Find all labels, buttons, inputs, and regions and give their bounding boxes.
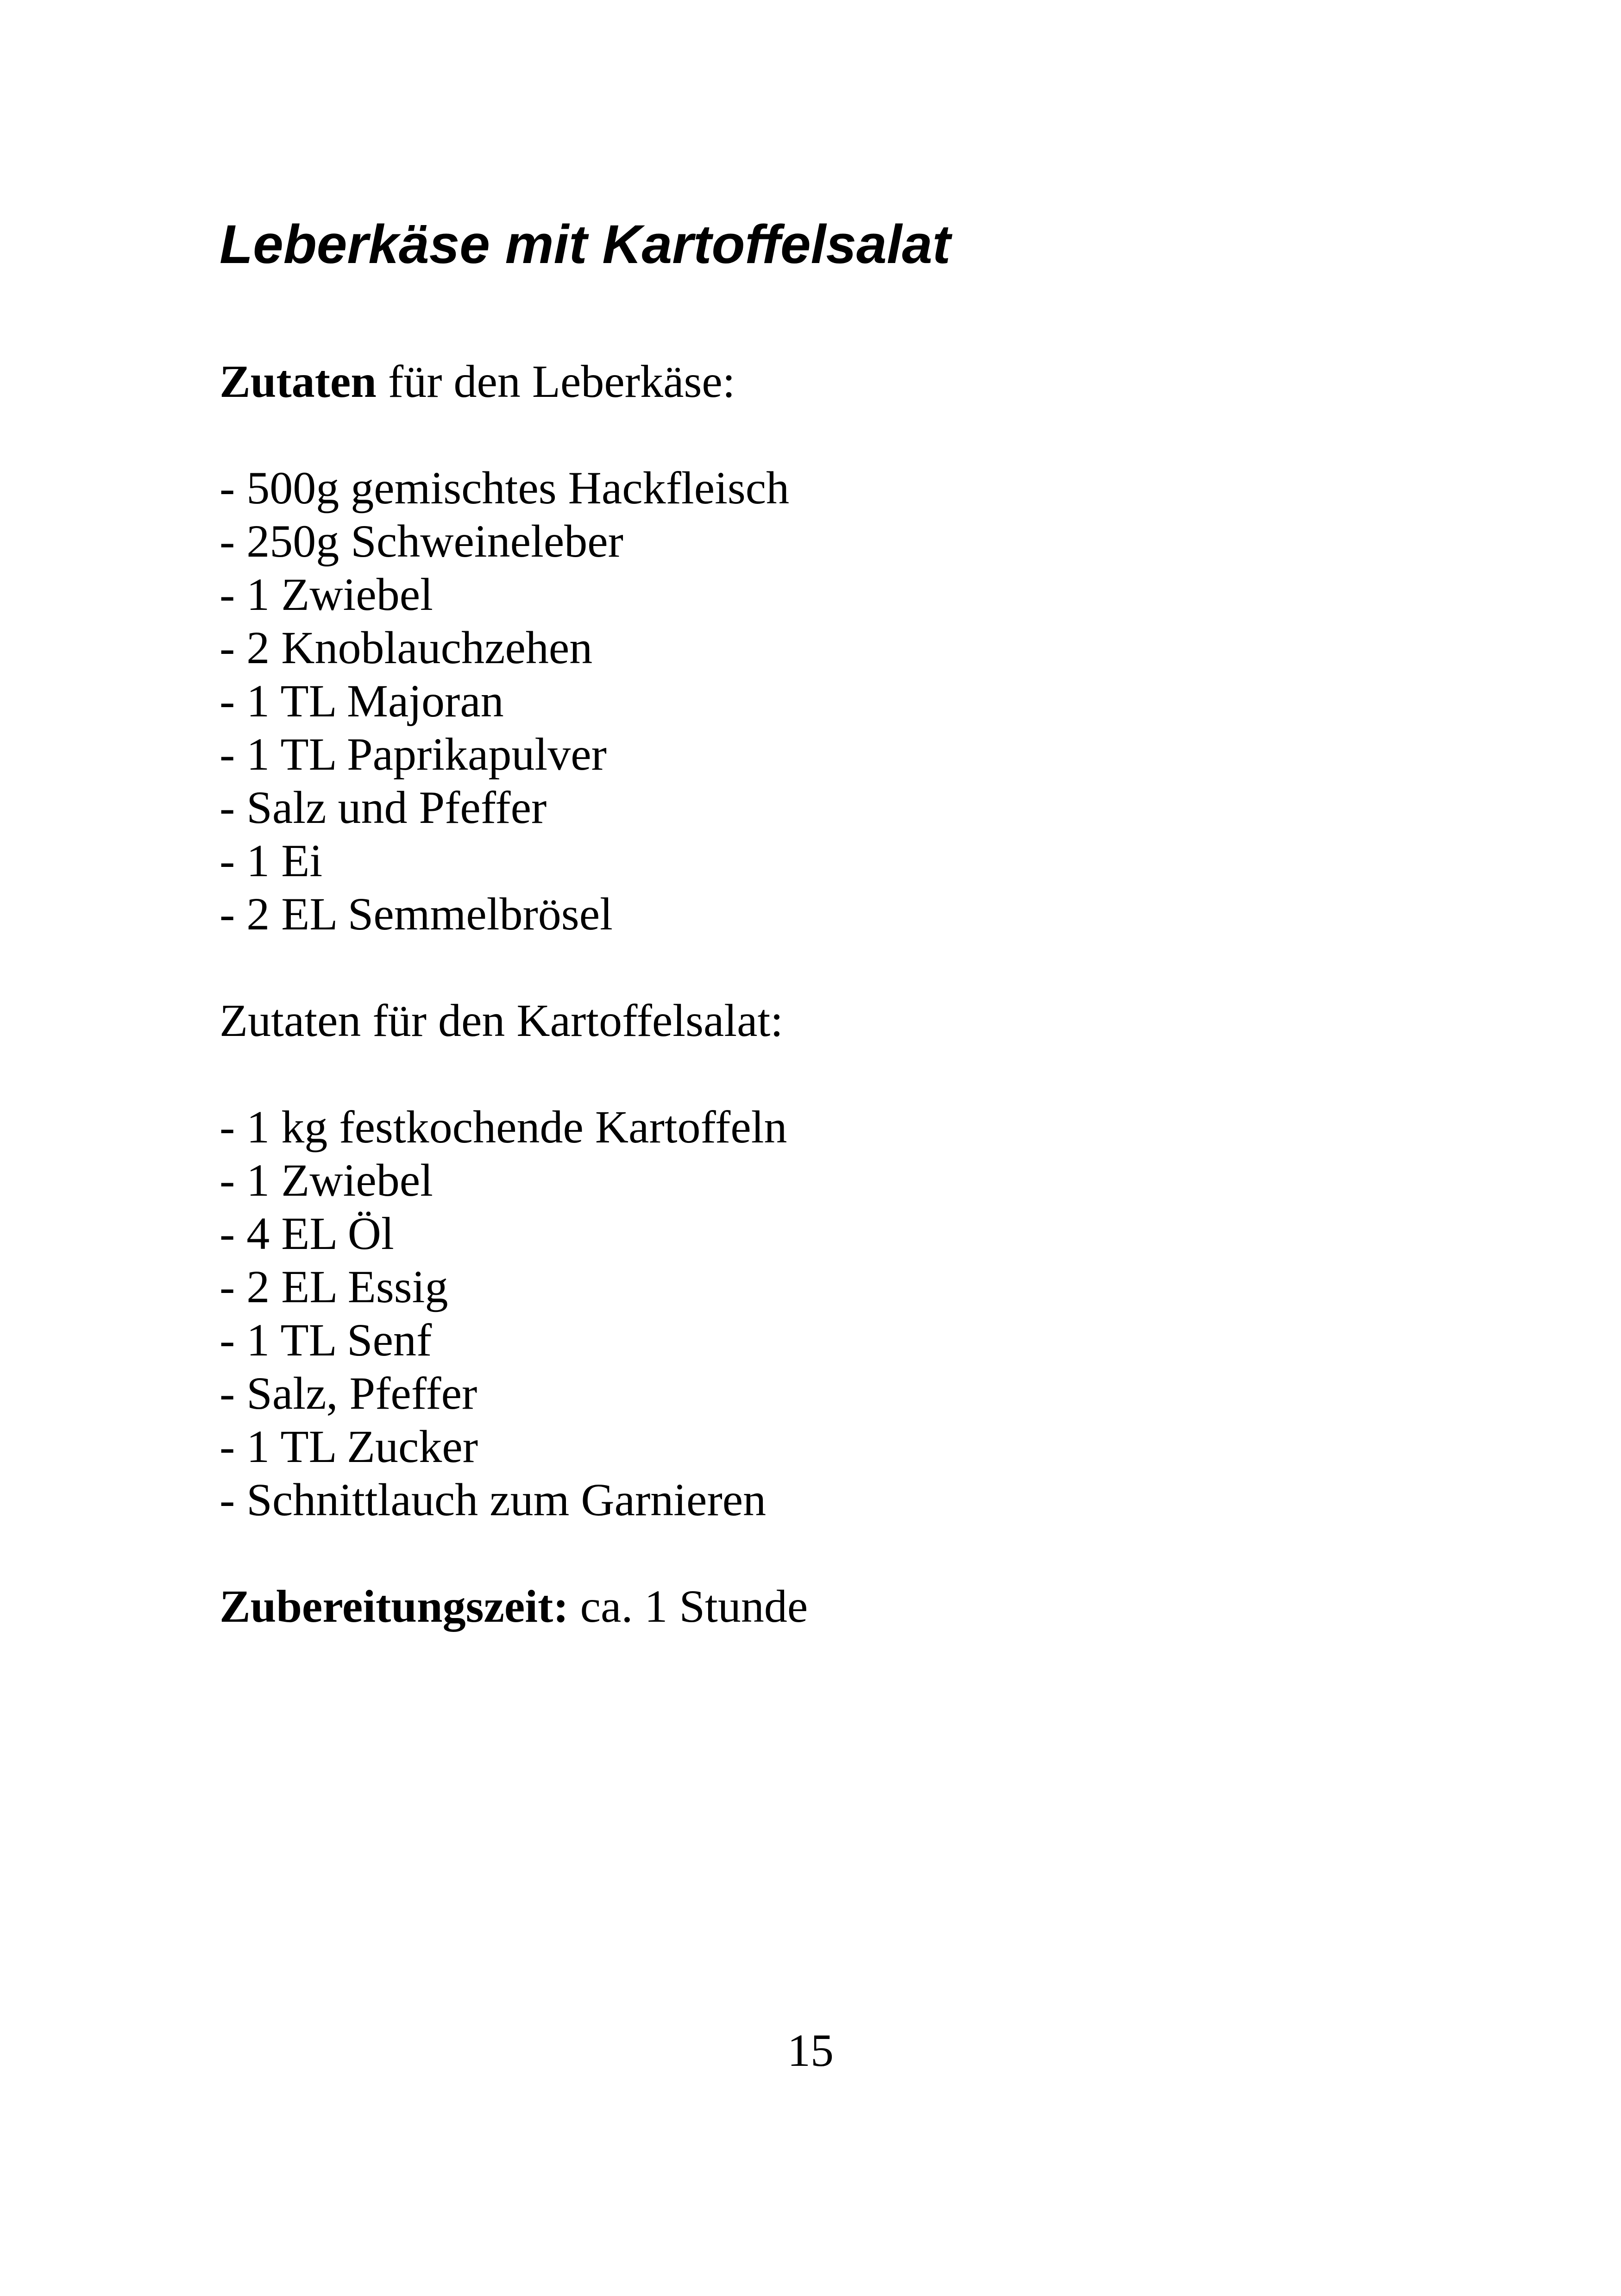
spacer (220, 408, 808, 461)
ingredient-list-leberkaese (220, 461, 808, 941)
recipe-title: Leberkäse mit Kartoffelsalat (220, 214, 951, 275)
ingredient-list-kartoffelsalat (220, 1100, 808, 1526)
list-item: - 1 TL Majoran (220, 675, 504, 727)
section-heading-kartoffelsalat: Zutaten für den Kartoffelsalat: (220, 995, 784, 1046)
list-item: - Salz, Pfeffer (220, 1368, 478, 1419)
section-heading-leberkaese (220, 355, 808, 408)
spacer (220, 1047, 808, 1100)
list-item: - 250g Schweineleber (220, 515, 623, 567)
list-item: - 1 kg festkochende Kartoffeln (220, 1101, 787, 1153)
list-item: - 1 Zwiebel (220, 1154, 433, 1206)
prep-time-label: Zubereitungszeit: (220, 1581, 569, 1632)
list-item: - Schnittlauch zum Garnieren (220, 1474, 767, 1525)
list-item: - 2 EL Essig (220, 1261, 448, 1312)
page-number: 15 (787, 2025, 834, 2076)
prep-time (220, 1580, 808, 1633)
prep-time-value: ca. 1 Stunde (568, 1581, 808, 1632)
list-item: - 1 TL Paprikapulver (220, 728, 607, 780)
list-item: - 1 TL Senf (220, 1314, 432, 1366)
section-heading-rest: für den Leberkäse: (376, 356, 735, 407)
recipe-body (220, 355, 808, 1633)
list-item: - Salz und Pfeffer (220, 782, 547, 833)
list-item: - 1 Ei (220, 835, 323, 886)
section-heading-bold: Zutaten (220, 356, 377, 407)
list-item: - 1 Zwiebel (220, 569, 433, 620)
list-item: - 1 TL Zucker (220, 1421, 478, 1472)
list-item: - 2 Knoblauchzehen (220, 622, 593, 673)
list-item: - 500g gemischtes Hackfleisch (220, 462, 790, 514)
spacer (220, 1526, 808, 1580)
list-item: - 2 EL Semmelbrösel (220, 888, 613, 940)
list-item: - 4 EL Öl (220, 1208, 394, 1259)
spacer (220, 941, 808, 994)
